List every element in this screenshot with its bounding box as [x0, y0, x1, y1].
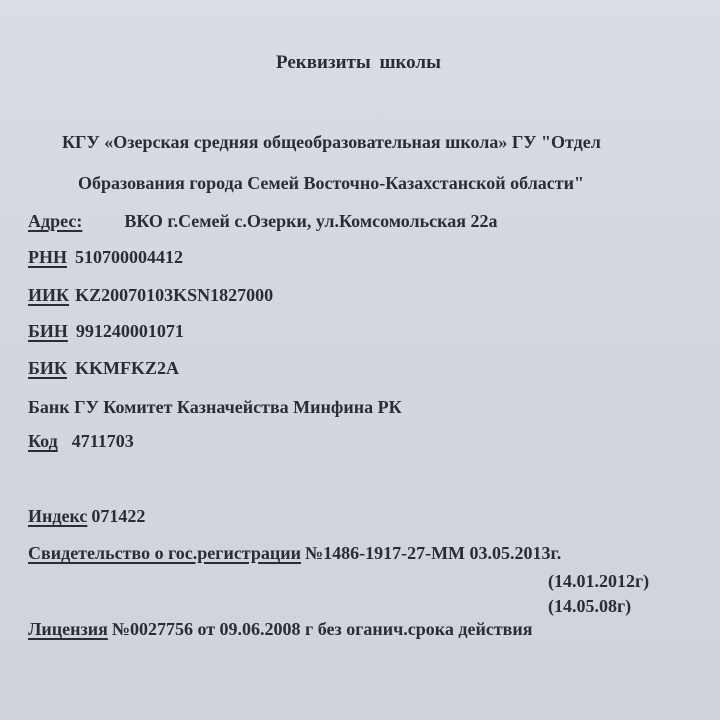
bik-value: KKMFKZ2A [74, 358, 179, 378]
iik-row [28, 284, 273, 306]
iik-label: ИИК [28, 285, 70, 305]
code-row [28, 430, 134, 452]
address-row [28, 210, 497, 232]
rnn-row [28, 246, 183, 268]
bank-row: Банк ГУ Комитет Казначейства Минфина РК [28, 397, 402, 417]
bik-row [28, 357, 179, 379]
organization-line-2: Образования города Семей Восточно-Казахстанской области" [78, 173, 584, 193]
license-value: №0027756 от 09.06.2008 г без оганич.срока действия [111, 619, 533, 639]
index-label: Индекс [28, 506, 88, 526]
certificate-row [28, 542, 561, 564]
certificate-extra-1: (14.01.2012г) [548, 571, 650, 591]
address-label: Адрес: [28, 211, 83, 231]
bin-label: БИН [28, 321, 68, 341]
bin-value: 991240001071 [75, 321, 184, 341]
rnn-value: 510700004412 [75, 247, 183, 267]
index-row [28, 505, 145, 527]
certificate-value: №1486-1917-27-ММ 03.05.2013г. [305, 543, 562, 563]
certificate-extra-2: (14.05.08г) [548, 596, 632, 616]
iik-value: KZ20070103KSN1827000 [75, 285, 274, 305]
document-title: Реквизиты школы [276, 52, 441, 73]
license-row [28, 618, 533, 640]
address-value: ВКО г.Семей с.Озерки, ул.Комсомольская 22а [124, 211, 498, 231]
code-value: 4711703 [71, 431, 134, 451]
rnn-label: РНН [28, 247, 67, 267]
organization-line-1: КГУ «Озерская средняя общеобразовательная школа» ГУ "Отдел [62, 132, 601, 152]
index-value: 071422 [91, 506, 146, 526]
certificate-label: Свидетельство о гос.регистрации [28, 543, 301, 563]
bin-row [28, 320, 184, 342]
bik-label: БИК [28, 358, 67, 378]
code-label: Код [28, 431, 58, 451]
license-label: Лицензия [28, 619, 108, 639]
